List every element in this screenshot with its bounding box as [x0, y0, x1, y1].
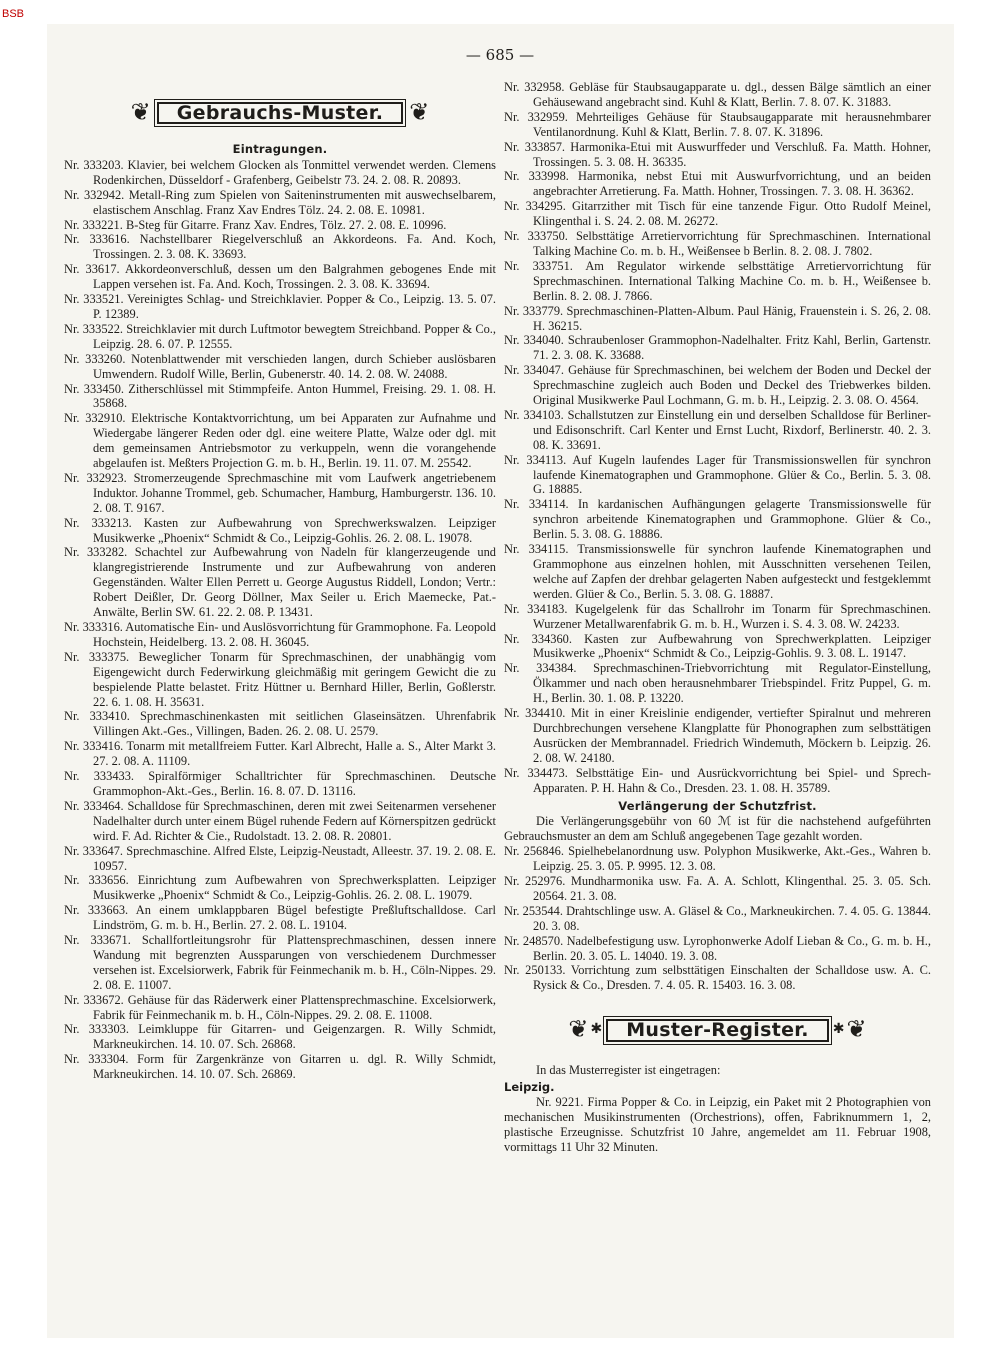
register-entry: Nr. 333213. Kasten zur Aufbewahrung von Sprechwerkswalzen. Leipziger Musikwerke „Phoenix“ Schmidt & Co., Leipzig-Gohlis. 26. 2. 08. L. 19078.: [64, 515, 496, 545]
register-entry: Nr. 333750. Selbsttätige Arretiervorrichtung für Sprechmaschinen. International Talking Machine Co. m. b. H., Weißensee b Berlin. 8. 2. 08. J. 7802.: [504, 229, 931, 258]
register-entry: Nr. 332958. Gebläse für Staubsaugapparate u. dgl., dessen Bälge sämtlich an einer Gehäusewand angebracht sind. Kuhl & Klatt, Berlin. 7. 8. 07. K. 31883.: [504, 80, 931, 109]
register-entry: Nr. 333416. Tonarm mit metallfreiem Futter. Karl Albrecht, Halle a. S., Alter Markt 3. 27. 2. 08. A. 11109.: [64, 739, 496, 769]
extension-entry-list: [504, 844, 931, 993]
register-entry: Nr. 333260. Notenblattwender mit verschieden langen, durch Schieber auslösbaren Umwendern. Rudolf Wille, Berlin, Gubenerstr. 40. 14. 2. 08. W. 24088.: [64, 351, 496, 381]
register-entry: Nr. 333464. Schalldose für Sprechmaschinen, deren mit zwei Seitenarmen versehener Nadelhalter durch unter einem Bügel ruhende Federn auf Körnerspitzen gedrückt wird. F. Ad. Richter & Cie., Rudolstadt. 13. 2. 08. R. 20801.: [64, 798, 496, 843]
leipzig-entry: Nr. 9221. Firma Popper & Co. in Leipzig, ein Paket mit 2 Photographien von mechanischen Musikinstrumenten (Orchestrions), offen, Fabriknummern 1, 2, plastische Erzeugnisse. Schutzfrist 10 Jahre, angemeldet am 11. Februar 1908, vormittags 11 Uhr 32 Minuten.: [504, 1095, 931, 1154]
register-entry: Nr. 333282. Schachtel zur Aufbewahrung von Nadeln für klangerzeugende und klangregistrierende Instrumente und zur Aufbewahrung von anderen Gegenständen. Walter Ellen Perrett u. George Augustus Riddell, London; Vertr.: Robert Deißler, Dr. Georg Döllner, Max Seiler u. Erich Maemecke, Pat.-Anwälte, Berlin SW. 61. 22. 2. 08. P. 13431.: [64, 545, 496, 620]
ornament-right-icon: ❦: [846, 1017, 867, 1044]
register-entry: Nr. 332942. Metall-Ring zum Spielen von Saiteninstrumenten mit auswechselbarem, elastischem Anschlag. Franz Xav Endres Tölz. 24. 2. 08. E. 10981.: [64, 187, 496, 217]
left-entry-list: [64, 158, 496, 1082]
register-entry: Nr. 334384. Sprechmaschinen-Triebvorrichtung mit Regulator-Einstellung, Ölkammer und nach oben herausnehmbarer Triebspindel. Fritz Puppel, G. m. H., Berlin. 30. 1. 08. P. 13220.: [504, 661, 931, 706]
register-entry: Nr. 333672. Gehäuse für das Räderwerk einer Plattensprechmaschine. Excelsiorwerk, Fabrik für Feinmechanik m. b. H., Cöln-Nippes. 29. 2. 08. E. 11008.: [64, 992, 496, 1022]
register-entry: Nr. 333303. Leimkluppe für Gitarren- und Geigenzargen. R. Willy Schmidt, Markneukirchen. 14. 10. 07. Sch. 26868.: [64, 1022, 496, 1052]
ornament-left-icon: ❦: [568, 1017, 589, 1044]
register-entry: Nr. 332923. Stromerzeugende Sprechmaschine mit vom Laufwerk angetriebenem Induktor. Johanne Trommel, geb. Schumacher, Hamburg, Hamburgerstr. 136. 10. 2. 08. T. 9167.: [64, 470, 496, 515]
register-entry: Nr. 333316. Automatische Ein- und Auslösvorrichtung für Grammophone. Fa. Leopold Hochstein, Heidelberg. 13. 2. 08. H. 36045.: [64, 620, 496, 649]
musterregister-intro: In das Musterregister ist eingetragen:: [536, 1063, 721, 1078]
register-entry: Nr. 333522. Streichklavier mit durch Luftmotor bewegtem Streichband. Popper & Co., Leipzig. 28. 6. 07. P. 12555.: [64, 321, 496, 351]
register-entry: Nr. 332959. Mehrteiliges Gehäuse für Staubsaugapparate mit herausnehmbarer Ventilanordnung. Kuhl & Klatt, Berlin. 7. 8. 07. K. 31896.: [504, 109, 931, 139]
library-corner-label: BSB: [2, 8, 25, 20]
register-entry: Nr. 333663. An einem umklappbaren Bügel befestigte Preßluftschalldose. Carl Lindström, G. m. b. H., Berlin. 27. 2. 08. L. 19104.: [64, 903, 496, 933]
register-entry: Nr. 334114. In kardanischen Aufhängungen gelagerte Transmissionswelle für synchron arbeitende Kinematographen und Grammophone. Glüer & Co., Berlin. 5. 3. 08. G. 18886.: [504, 497, 931, 542]
ornament-right-icon: ❦: [409, 100, 430, 126]
register-entry: Nr. 334183. Kugelgelenk für das Schallrohr im Tonarm für Sprechmaschinen. Wurzener Metallwarenfabrik G. m. b. H., Wurzen i. S. 4. 3. 08. W. 24233.: [504, 601, 931, 631]
register-entry: Nr. 333203. Klavier, bei welchem Glocken als Tonmittel verwendet werden. Clemens Rodenkirchen, Düsseldorf - Grafenberg, Geibelstr 73. 24. 2. 08. R. 20893.: [64, 157, 496, 187]
musterregister-banner: [504, 1007, 931, 1053]
register-entry: Nr. 334473. Selbsttätige Ein- und Ausrückvorrichtung bei Spiel- und Sprech-Apparaten. P. H. Hahn & Co., Dresden. 23. 1. 08. H. 35789.: [504, 765, 931, 795]
gebrauchsmuster-title: Gebrauchs-Muster.: [157, 102, 403, 125]
star-icon: ✱: [590, 1022, 603, 1038]
register-entry: Nr. 333375. Beweglicher Tonarm für Sprechmaschinen, der unabhängig vom Eigengewicht durch Federwirkung gleichmäßig mit geringem Gewicht die zu bespielende Platte belastet. Fritz Hüttner u. Bernhard Hiller, Berlin, Goßlerstr. 22. 6. 1. 08. H. 35631.: [64, 649, 496, 709]
register-entry: Nr. 253544. Drahtschlinge usw. A. Gläsel & Co., Markneukirchen. 7. 4. 05. G. 13844. 20. 3. 08.: [504, 903, 931, 933]
register-entry: Nr. 333616. Nachstellbarer Riegelverschluß an Akkordeons. Fa. And. Koch, Trossingen. 2. 3. 08. K. 33693.: [64, 232, 496, 262]
register-entry: Nr. 334113. Auf Kugeln laufendes Lager für Transmissionswellen für synchron laufende Kinematographen und Grammophone. Glüer & Co., Berlin. 5. 3. 08. G. 18885.: [504, 452, 931, 497]
register-entry: Nr. 256846. Spielhebelanordnung usw. Polyphon Musikwerke, Akt.-Ges., Wahren b. Leipzig. 25. 3. 05. P. 9995. 12. 3. 08.: [504, 844, 931, 874]
register-entry: Nr. 333656. Einrichtung zum Aufbewahren von Sprechwerksplatten. Leipziger Musikwerke „Phoenix“ Schmidt & Co., Leipzig-Gohlis. 26. 2. 08. L. 19079.: [64, 873, 496, 903]
register-entry: Nr. 334410. Mit in einer Kreislinie endigender, vertiefter Spiralnut und mehreren Durchbrechungen versehene Klangplatte für Phonographen zum selbsttätigen Ausrücken der Membrannadel. Friedrich Windemuth, Möckern b. Leipzig. 26. 2. 08. W. 24180.: [504, 706, 931, 765]
register-entry: Nr. 334103. Schallstutzen zur Einstellung ein und derselben Schalldose für Berliner- und Edisonschrift. Carl Kenter und Ernst Lucht, Rixdorf, Berlinerstr. 40. 2. 3. 08. K. 33691.: [504, 407, 931, 452]
register-entry: Nr. 333998. Harmonika, nebst Etui mit Auswurfvorrichtung, und an beiden angebrachter Arretierung. Fa. Matth. Hohner, Trossingen. 7. 3. 08. H. 36362.: [504, 169, 931, 199]
register-entry: Nr. 334360. Kasten zur Aufbewahrung von Sprechwerkplatten. Leipziger Musikwerke „Phoenix“ Schmidt & Co., Leipzig-Gohlis. 9. 3. 08. L. 19147.: [504, 631, 931, 661]
register-entry: Nr. 333304. Form für Zargenkränze von Gitarren u. dgl. R. Willy Schmidt, Markneukirchen. 14. 10. 07. Sch. 26869.: [64, 1052, 496, 1082]
register-entry: Nr. 333647. Sprechmaschine. Alfred Elste, Leipzig-Neustadt, Alleestr. 37. 19. 2. 08. E. 10957.: [64, 843, 496, 873]
page-number: — 685 —: [465, 46, 535, 64]
register-entry: Nr. 333450. Zitherschlüssel mit Stimmpfeife. Anton Hummel, Freising. 29. 1. 08. H. 35868.: [64, 381, 496, 411]
ornament-left-icon: ❦: [130, 100, 151, 126]
verlaengerung-intro: Die Verlängerungsgebühr von 60 ℳ ist für die nachstehend aufgeführten Gebrauchsmuster an dem am Schluß angegebenen Tage gezahlt worden.: [504, 814, 931, 844]
right-entry-list: [504, 80, 931, 796]
register-entry: Nr. 332910. Elektrische Kontaktvorrichtung, um bei Apparaten zur Aufnahme und Wiedergabe längerer Reden oder dgl. eine weitere Platte, Walze oder dgl. mit dem gemeinsamen Antriebsmotor zu verkuppeln, wenn die vorangehende abgelaufen ist. Meßters Projection G. m. b. H., Berlin. 19. 11. 07. M. 25542.: [64, 411, 496, 471]
register-entry: Nr. 252976. Mundharmonika usw. Fa. A. A. Schlott, Klingenthal. 25. 3. 05. Sch. 20564. 21. 3. 08.: [504, 874, 931, 903]
register-entry: Nr. 333221. B-Steg für Gitarre. Franz Xav. Endres, Tölz. 27. 2. 08. E. 10996.: [64, 217, 447, 232]
register-entry: Nr. 334047. Gehäuse für Sprechmaschinen, bei welchem der Boden und Deckel der Sprechmaschine zugleich auch Boden und Deckel des Triebwerkes bilden. Original Musikwerke Paul Lochmann, G. m. b. H., Leipzig. 2. 3. 08. O. 4564.: [504, 363, 931, 408]
right-column: [504, 80, 931, 1155]
register-entry: Nr. 333433. Spiralförmiger Schalltrichter für Sprechmaschinen. Deutsche Grammophon-Akt.-Ges., Berlin. 16. 8. 07. D. 13116.: [64, 769, 496, 798]
star-icon: ✱: [832, 1022, 845, 1038]
register-entry: Nr. 250133. Vorrichtung zum selbsttätigen Einschalten der Schalldose usw. A. C. Rysick & Co., Dresden. 7. 4. 05. R. 15403. 16. 3. 08.: [504, 963, 931, 993]
eintragungen-heading: Eintragungen.: [232, 142, 328, 156]
register-entry: Nr. 333751. Am Regulator wirkende selbsttätige Arretiervorrichtung für Sprechmaschinen. International Talking Machine Co. m. b. H., Weißensee b. Berlin. 8. 2. 08. J. 7866.: [504, 258, 931, 303]
register-entry: Nr. 333671. Schallfortleitungsrohr für Plattensprechmaschinen, dessen innere Wandung mit begrenzten Aussparungen von verschiedenem Durchmesser versehen ist. Excelsiorwerk, Fabrik für Feinmechanik m. b. H., Cöln-Nippes. 29. 2. 08. E. 11007.: [64, 933, 496, 992]
verlaengerung-heading: Verlängerung der Schutzfrist.: [618, 798, 817, 813]
musterregister-title: Muster-Register.: [606, 1019, 829, 1042]
register-entry: Nr. 333521. Vereinigtes Schlag- und Streichklavier. Popper & Co., Leipzig. 13. 5. 07. P. 12389.: [64, 292, 496, 321]
register-entry: Nr. 248570. Nadelbefestigung usw. Lyrophonwerke Adolf Lieban & Co., G. m. b. H., Berlin. 20. 3. 05. L. 14040. 19. 3. 08.: [504, 933, 931, 963]
register-entry: Nr. 334115. Transmissionswelle für synchron laufende Kinematographen und Grammophone aus einzelnen hohlen, mit Ausschnitten versehenen Teilen, welche auf Zapfen der drehbar gelagerten Naben aufgesteckt und festgeklemmt werden. Glüer & Co., Berlin. 5. 3. 08. G. 18887.: [504, 542, 931, 601]
register-entry: Nr. 334295. Gitarrzither mit Tisch für eine tanzende Figur. Otto Rudolf Meinel, Klingenthal i. S. 24. 2. 08. M. 26272.: [504, 199, 931, 229]
gebrauchsmuster-banner: [64, 90, 496, 136]
register-entry: Nr. 33617. Akkordeonverschluß, dessen um den Balgrahmen gebogenes Ende mit Lappen versehen ist. Fa. And. Koch, Trossingen. 2. 3. 08. K. 33694.: [64, 262, 496, 292]
register-entry: Nr. 333410. Sprechmaschinenkasten mit seitlichen Glaseinsätzen. Uhrenfabrik Villingen Akt.-Ges., Villingen, Baden. 26. 2. 08. U. 2579.: [64, 709, 496, 739]
leipzig-heading: Leipzig.: [504, 1080, 555, 1095]
register-entry: Nr. 333857. Harmonika-Etui mit Auswurffeder und Verschluß. Fa. Matth. Hohner, Trossingen. 5. 3. 08. H. 36335.: [504, 139, 931, 169]
register-entry: Nr. 334040. Schraubenloser Grammophon-Nadelhalter. Fritz Kahl, Berlin, Gartenstr. 71. 2. 3. 08. K. 33688.: [504, 333, 931, 363]
left-column: [64, 84, 496, 1082]
register-entry: Nr. 333779. Sprechmaschinen-Platten-Album. Paul Hänig, Frauenstein i. S. 26, 2. 08. H. 36215.: [504, 303, 931, 333]
